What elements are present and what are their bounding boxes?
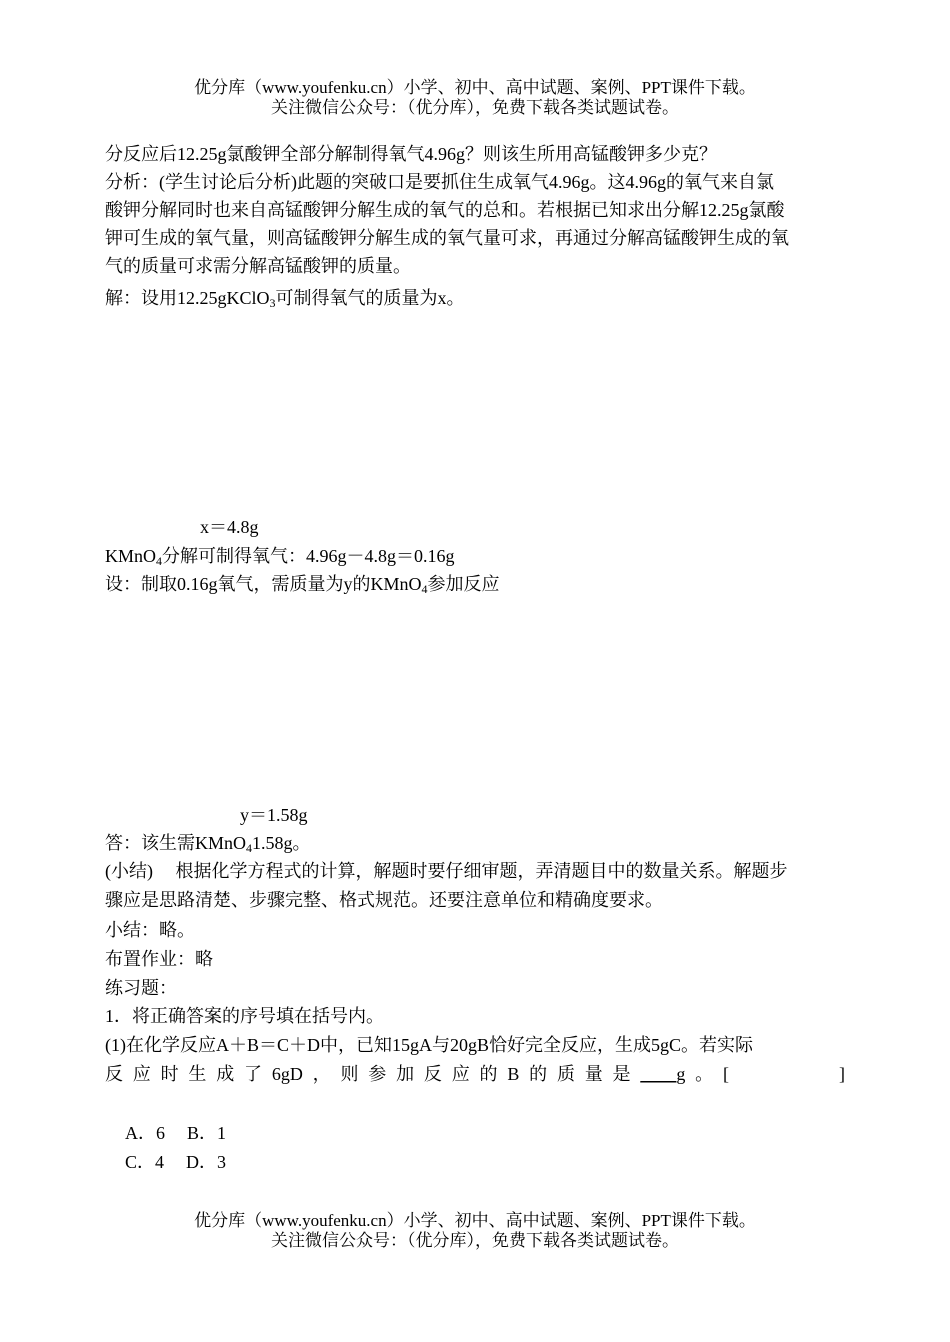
analysis-line-3: 钾可生成的氧气量，则高锰酸钾分解生成的氧气量可求，再通过分解高锰酸钾生成的氧 — [105, 228, 789, 248]
answer-blank: ____ — [640, 1064, 677, 1084]
y-result: y＝1.58g — [240, 805, 308, 825]
analysis-line-4: 气的质量可求需分解高锰酸钾的质量。 — [105, 256, 411, 276]
analysis-line-2: 酸钾分解同时也来自高锰酸钾分解生成的氧气的总和。若根据已知求出分解12.25g氯酸 — [105, 200, 785, 220]
problem-text: 分反应后12.25g氯酸钾全部分解制得氧气4.96g？则该生所用高锰酸钾多少克？ — [105, 144, 717, 164]
solution-setup-a: 解：设用12.25gKClO — [105, 288, 270, 308]
footer-line-2: 关注微信公众号：（优分库），免费下载各类试题试卷。 — [271, 1231, 679, 1250]
subscript: 4 — [421, 582, 428, 596]
question-1-1-line-2-a: 反应时生成了6gD，则参加反应的B的质量是 — [105, 1064, 641, 1084]
footer-line-1: 优分库（www.youfenku.cn）小学、初中、高中试题、案例、PPT课件下载。 — [194, 1211, 756, 1230]
header-line-1: 优分库（www.youfenku.cn）小学、初中、高中试题、案例、PPT课件下载。 — [194, 78, 756, 97]
solution-setup-b: 可制得氧气的质量为x。 — [275, 288, 465, 308]
kmno4-oxygen-b: 分解可制得氧气：4.96g－4.8g＝0.16g — [162, 546, 455, 566]
summary-line-2: 骤应是思路清楚、步骤完整、格式规范。还要注意单位和精确度要求。 — [105, 890, 663, 910]
subscript: 4 — [156, 554, 163, 568]
subscript: 4 — [246, 841, 253, 855]
y-setup — [105, 571, 845, 602]
options-row-2 — [125, 1149, 325, 1175]
question-1-1-line-2 — [105, 1061, 845, 1087]
summary-line-1: (小结) 根据化学方程式的计算，解题时要仔细审题，弄清题目中的数量关系。解题步 — [105, 861, 788, 881]
question-1-1-line-2-c: ] — [839, 1064, 845, 1084]
y-setup-a: 设：制取0.16g氧气，需质量为y的KMnO — [105, 574, 422, 594]
question-1-1-line-2-b: g。[ — [676, 1064, 729, 1084]
kmno4-oxygen — [105, 543, 845, 574]
option-d: D．3 — [186, 1152, 227, 1172]
kmno4-oxygen-a: KMnO — [105, 546, 157, 566]
analysis-line-1: 分析：(学生讨论后分析)此题的突破口是要抓住生成氧气4.96g。这4.96g的氧气来自氯 — [105, 172, 774, 192]
answer-a: 答：该生需KMnO — [105, 833, 247, 853]
option-c: C．4 — [125, 1152, 165, 1172]
x-result: x＝4.8g — [200, 517, 259, 537]
option-b: B．1 — [187, 1123, 227, 1143]
answer-line — [105, 830, 845, 861]
answer-b: 1.58g。 — [252, 833, 311, 853]
question-1-instruction: 1．将正确答案的序号填在括号内。 — [105, 1006, 384, 1026]
exercise-heading: 练习题： — [105, 978, 177, 998]
question-1-1-line-1: (1)在化学反应A＋B＝C＋D中，已知15gA与20gB恰好完全反应，生成5gC。若实际 — [105, 1035, 754, 1055]
homework: 布置作业：略 — [105, 949, 213, 969]
subscript: 3 — [269, 296, 276, 310]
y-setup-b: 参加反应 — [427, 574, 500, 594]
options-row-1 — [125, 1120, 325, 1146]
header-line-2: 关注微信公众号：（优分库），免费下载各类试题试卷。 — [271, 98, 679, 117]
option-a: A．6 — [125, 1123, 165, 1143]
brief-summary: 小结：略。 — [105, 920, 195, 940]
solution-setup — [105, 285, 845, 316]
